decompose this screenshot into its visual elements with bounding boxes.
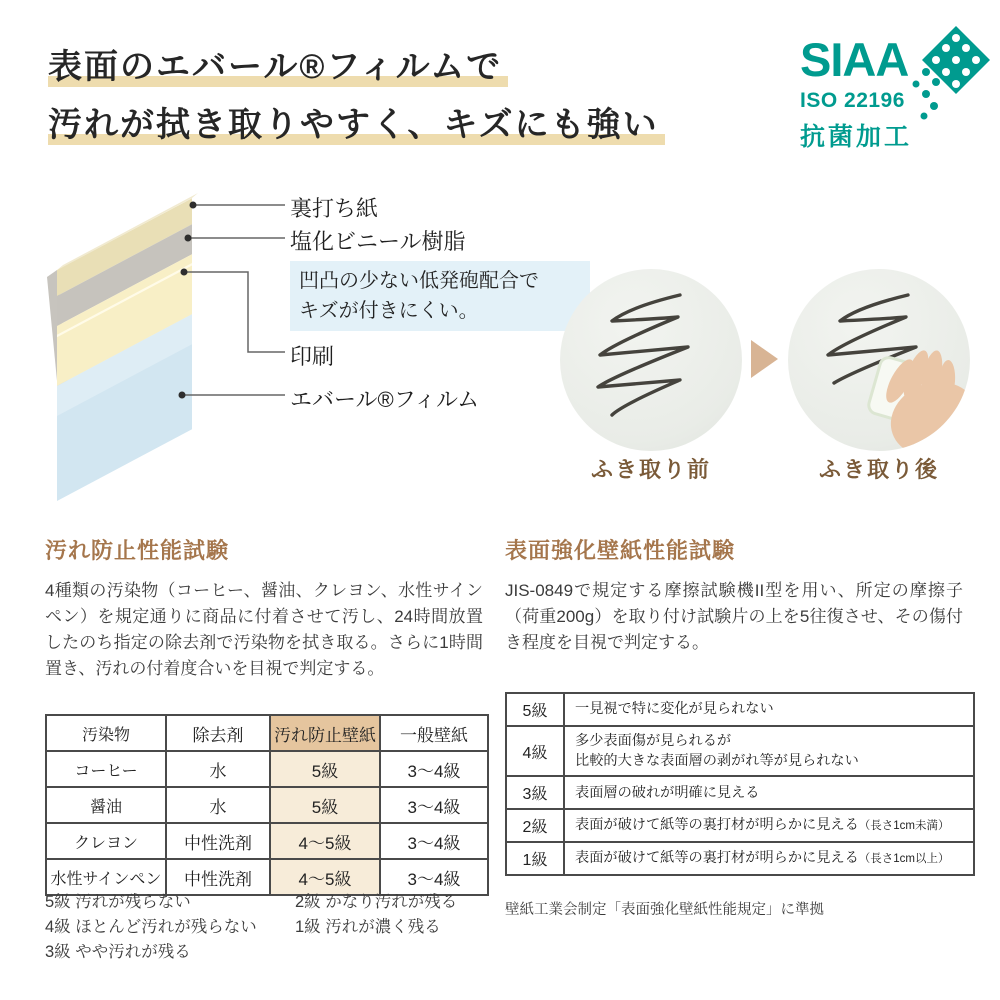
label-backing-paper: 裏打ち紙 xyxy=(290,196,379,221)
foam-note-box xyxy=(290,261,590,331)
cell-stainproof-grade: 4〜5級 xyxy=(270,859,380,895)
stain-grade-legend-col2 xyxy=(295,890,457,940)
stain-test-table xyxy=(45,714,489,896)
cell-remover: 水 xyxy=(166,787,270,823)
label-vinyl-resin: 塩化ビニール樹脂 xyxy=(290,229,466,254)
table-row xyxy=(506,726,974,776)
cell-stainproof-grade: 5級 xyxy=(270,751,380,787)
wallpaper-layers-illustration xyxy=(45,185,295,515)
cell-stain: コーヒー xyxy=(46,751,166,787)
cell-general-grade: 3〜4級 xyxy=(380,787,488,823)
table-row xyxy=(506,776,974,809)
cell-remover: 水 xyxy=(166,751,270,787)
table-row xyxy=(46,787,488,823)
cell-general-grade: 3〜4級 xyxy=(380,859,488,895)
foam-note-line-1: 凹凸の少ない低発砲配合で xyxy=(299,270,539,292)
legend-item: 2級 かなり汚れが残る xyxy=(295,893,458,911)
stain-test-description: 4種類の汚染物（コーヒー、醤油、クレヨン、水性サインペン）を規定通りに商品に付着させて汚し、24時間放置したのち指定の除去剤で汚染物を拭き取る。さらに1時間置き、汚れの付着度合いを目視で判定する。 xyxy=(45,581,483,678)
cell-stain: 水性サインペン xyxy=(46,859,166,895)
table-header-row xyxy=(46,715,488,751)
grade-desc-text: 表面が破けて紙等の裏打材が明らかに見える xyxy=(575,817,859,833)
grade-desc-text: 一見視で特に変化が見られない xyxy=(575,701,774,717)
arrow-right-icon xyxy=(751,340,778,378)
table-row xyxy=(506,842,974,875)
foam-note-line-2: キズが付きにくい。 xyxy=(299,300,479,322)
siaa-iso-label: ISO 22196 xyxy=(800,89,905,112)
siaa-logo xyxy=(800,33,990,153)
siaa-antibacterial-label: 抗菌加工 xyxy=(800,123,913,151)
cell-stainproof-grade: 4〜5級 xyxy=(270,823,380,859)
cell-remover: 中性洗剤 xyxy=(166,823,270,859)
table-row xyxy=(506,693,974,726)
layer-diagram xyxy=(45,185,585,515)
col-header-stainproof: 汚れ防止壁紙 xyxy=(270,715,380,751)
legend-item: 1級 汚れが濃く残る xyxy=(295,918,441,936)
col-header-remover: 除去剤 xyxy=(166,715,270,751)
wipe-after-photo xyxy=(788,269,970,451)
table-row xyxy=(506,809,974,842)
surface-test-footnote: 壁紙工業会制定「表面強化壁紙性能規定」に準拠 xyxy=(505,902,824,918)
cell-stain: クレヨン xyxy=(46,823,166,859)
col-header-general: 一般壁紙 xyxy=(380,715,488,751)
surface-test-heading: 表面強化壁紙性能試験 xyxy=(505,538,736,563)
cell-grade-description xyxy=(564,809,974,842)
surface-test-table xyxy=(505,692,975,876)
cell-general-grade: 3〜4級 xyxy=(380,751,488,787)
legend-item: 4級 ほとんど汚れが残らない xyxy=(45,918,257,936)
wipe-before-label: ふき取り前 xyxy=(590,457,711,482)
grade-desc-text: 表面層の破れが明確に見える xyxy=(575,784,760,801)
wipe-after-label: ふき取り後 xyxy=(818,457,939,482)
siaa-name: SIAA xyxy=(800,33,909,86)
legend-item: 5級 汚れが残らない xyxy=(45,893,191,911)
stain-test-heading: 汚れ防止性能試験 xyxy=(45,538,230,563)
cell-grade: 3級 xyxy=(506,776,564,809)
cell-grade-description xyxy=(564,776,974,809)
stain-grade-legend-col1 xyxy=(45,890,257,965)
cell-grade-description xyxy=(564,693,974,726)
cell-grade-description xyxy=(564,842,974,875)
grade-desc-note: （長さ1cm未満） xyxy=(858,820,950,832)
grade-desc-note: （長さ1cm以上） xyxy=(858,853,950,865)
page-title xyxy=(48,38,665,154)
cell-stain: 醤油 xyxy=(46,787,166,823)
surface-test-description: JIS-0849で規定する摩擦試験機II型を用い、所定の摩擦子（荷重200g）を取り付け試験片の上を5往復させ、その傷付き程度を目視で判定する。 xyxy=(505,581,963,652)
title-line-1: 表面のエバール®フィルムで xyxy=(48,48,508,87)
table-row xyxy=(46,823,488,859)
label-eval-film: エバール®フィルム xyxy=(290,387,480,412)
grade-desc-text: 表面が破けて紙等の裏打材が明らかに見える xyxy=(575,850,859,866)
label-print: 印刷 xyxy=(290,344,335,369)
siaa-diamond-icon xyxy=(904,24,992,137)
cell-grade-description xyxy=(564,726,974,776)
col-header-stain: 汚染物 xyxy=(46,715,166,751)
cell-grade: 2級 xyxy=(506,809,564,842)
cell-general-grade: 3〜4級 xyxy=(380,823,488,859)
cell-stainproof-grade: 5級 xyxy=(270,787,380,823)
title-line-2: 汚れが拭き取りやすく、キズにも強い xyxy=(48,106,665,145)
legend-item: 3級 やや汚れが残る xyxy=(45,943,191,961)
cell-grade: 5級 xyxy=(506,693,564,726)
table-row xyxy=(46,751,488,787)
cell-remover: 中性洗剤 xyxy=(166,859,270,895)
wipe-before-photo xyxy=(560,269,742,451)
cell-grade: 4級 xyxy=(506,726,564,776)
grade-desc-text-line2: 比較的大きな表面層の剥がれ等が見られない xyxy=(575,753,859,769)
cell-grade: 1級 xyxy=(506,842,564,875)
grade-desc-text: 多少表面傷が見られるが xyxy=(575,733,732,749)
